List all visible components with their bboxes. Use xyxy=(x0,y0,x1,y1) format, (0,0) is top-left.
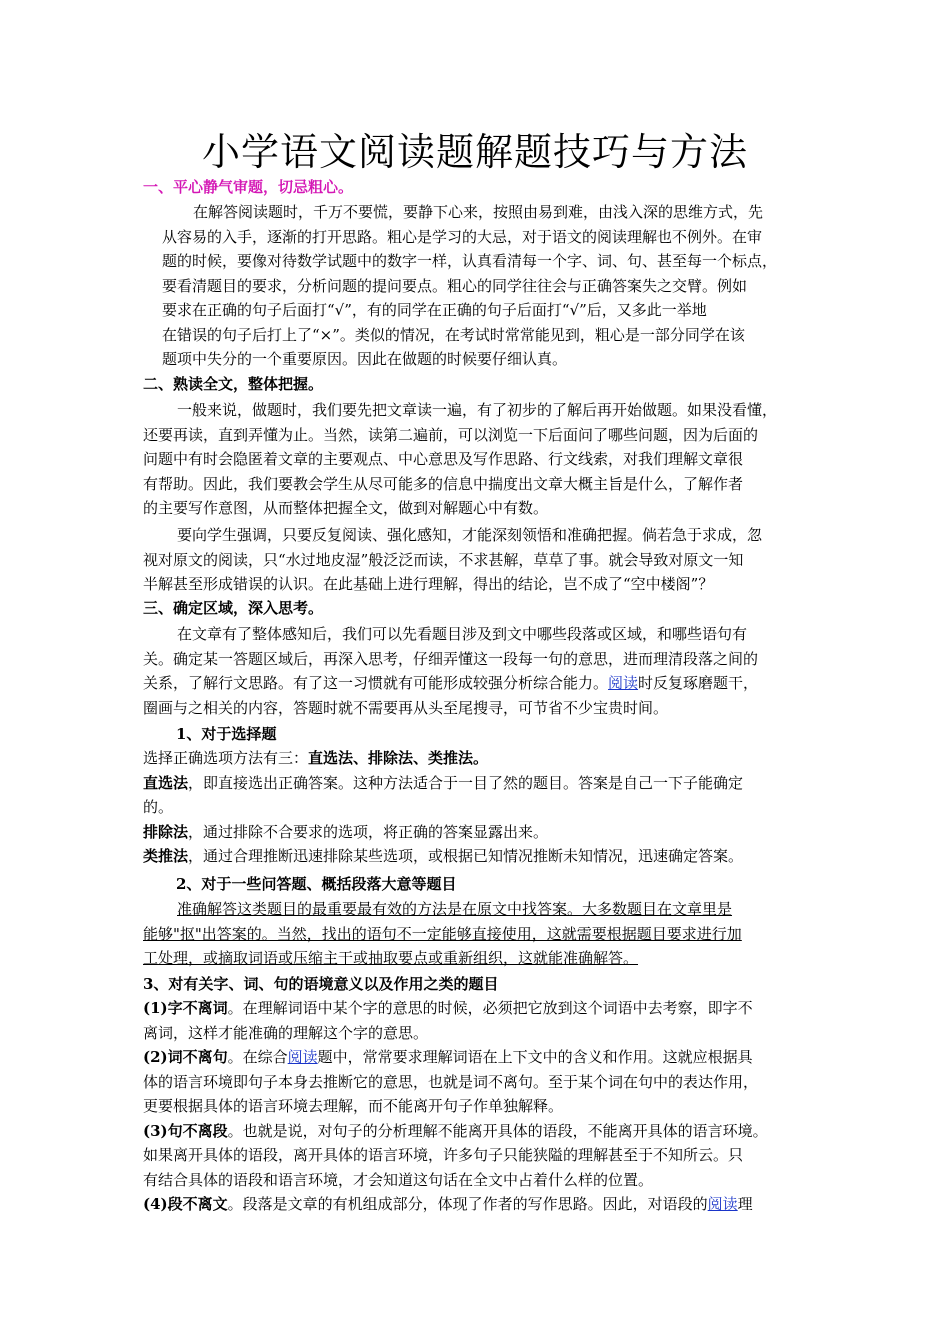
text-line: 还要再读，直到弄懂为止。当然，读第二遍前，可以浏览一下后面问了哪些问题，因为后面的 xyxy=(143,425,759,444)
text-line: 的。 xyxy=(143,798,174,816)
text-line xyxy=(143,996,768,1021)
text-line: 更要根据具体的语言环境去理解，而不能离开句子作单独解释。 xyxy=(143,1097,564,1115)
text-line: 在文章有了整体感知后，我们可以先看题目涉及到文中哪些段落或区域，和哪些语句有 xyxy=(177,625,748,643)
method-term: 排除法 xyxy=(143,822,189,841)
text-segment: 题中，常常要求理解词语在上下文中的含义和作用。这就应根据具 xyxy=(317,1048,753,1066)
text-segment: 理 xyxy=(737,1195,753,1213)
text-line: 有帮助。因此，我们要教会学生从尽可能多的信息中揣度出文章大概主旨是什么，了解作者 xyxy=(143,474,744,493)
text-segment: ，即直接选出正确答案。这种方法适合于一目了然的题目。答案是自己一下子能确定 xyxy=(188,773,744,792)
document-title: 小学语文阅读题解题技巧与方法 xyxy=(201,130,748,174)
text-line: 题项中失分的一个重要原因。因此在做题的时候要仔细认真。 xyxy=(162,350,568,368)
text-line: 关。确定某一答题区域后，再深入思考，仔细弄懂这一段每一句的意思，进而理清段落之间的 xyxy=(143,649,759,668)
method-names: 直选法、排除法、类推法。 xyxy=(308,749,489,767)
text-segment: 。段落是文章的有机组成部分，体现了作者的写作思路。因此，对语段的 xyxy=(227,1195,708,1213)
reading-link[interactable]: 阅读 xyxy=(608,674,639,692)
item-label: (2)词不离句 xyxy=(143,1048,228,1066)
text-line: 要向学生强调，只要反复阅读、强化感知，才能深刻领悟和准确把握。倘若急于求成，忽 xyxy=(177,526,763,544)
section-3-paragraph xyxy=(143,622,758,720)
text-line: 题的时候，要像对待数学试题中的数字一样，认真看清每一个字、词、句、甚至每一个标点， xyxy=(162,252,778,270)
item-label: (4)段不离文 xyxy=(143,1195,228,1213)
context-meaning-heading: 3、对有关字、词、句的语境意义以及作用之类的题目 xyxy=(143,975,499,993)
method-term: 类推法 xyxy=(143,847,189,865)
text-line xyxy=(143,746,743,771)
reading-link[interactable]: 阅读 xyxy=(287,1048,318,1066)
text-line: 有结合具体的语段和语言环境，才会知道这句话在全文中占着什么样的位置。 xyxy=(143,1170,654,1189)
text-segment: 关系，了解行文思路。有了这一习惯就有可能形成较强分析综合能力。 xyxy=(143,674,609,692)
text-line: 要求在正确的句子后面打“√”，有的同学在正确的句子后面打“√”后，又多此一举地 xyxy=(162,301,707,319)
text-segment: ，通过合理推断迅速排除某些选项，或根据已知情况推断未知情况，迅速确定答案。 xyxy=(188,847,744,865)
choice-methods-paragraph xyxy=(143,746,743,869)
context-meaning-paragraph xyxy=(143,996,768,1217)
text-line xyxy=(143,671,758,696)
section-2-paragraph-2 xyxy=(143,523,762,597)
text-line xyxy=(143,820,743,845)
text-line: 如果离开具体的语段，离开具体的语言环境，许多句子只能狭隘的理解甚至于不知所云。只 xyxy=(143,1146,744,1164)
text-line xyxy=(143,1192,768,1217)
text-line: 半解甚至形成错误的认识。在此基础上进行理解，得出的结论，岂不成了“空中楼阁”？ xyxy=(143,575,714,593)
text-segment: 。也就是说，对句子的分析理解不能离开具体的语段，不能离开具体的语言环境。 xyxy=(227,1121,768,1140)
text-segment: 选择正确选项方法有三： xyxy=(143,749,309,767)
text-line xyxy=(143,1119,768,1144)
section-1-paragraph xyxy=(162,200,777,372)
section-2-paragraph-1 xyxy=(143,398,777,521)
text-line: 离词，这样才能准确的理解这个字的意思。 xyxy=(143,1023,429,1042)
text-line: 一般来说，做题时，我们要先把文章读一遍，有了初步的了解后再开始做题。如果没看懂， xyxy=(177,401,778,419)
text-line: 体的语言环境即句子本身去推断它的意思，也就是词不离句。至于某个词在句中的表达作用， xyxy=(143,1072,759,1091)
text-line: 要看清题目的要求，分析问题的提问要点。粗心的同学往往会与正确答案失之交臂。例如 xyxy=(162,276,748,295)
text-line: 视对原文的阅读，只“水过地皮湿”般泛泛而读，不求甚解，草草了事。就会导致对原文一知 xyxy=(143,550,744,569)
text-line: 在错误的句子后打上了“×”。类似的情况，在考试时常常能见到，粗心是一部分同学在该 xyxy=(162,325,745,344)
reading-link[interactable]: 阅读 xyxy=(707,1195,738,1213)
short-answer-paragraph xyxy=(143,897,742,971)
text-line xyxy=(143,771,743,796)
text-line xyxy=(143,844,743,869)
choice-question-heading: 1、对于选择题 xyxy=(176,725,277,743)
item-label: (1)字不离词 xyxy=(143,999,228,1017)
text-line: 的主要写作意图，从而整体把握全文，做到对解题心中有数。 xyxy=(143,499,549,517)
text-line: 能够"抠"出答案的。当然，找出的语句不一定能够直接使用，这就需要根据题目要求进行加 xyxy=(143,924,742,943)
text-line: 工处理，或摘取词语或压缩主干或抽取要点或重新组织，这就能准确解答。 xyxy=(143,949,639,967)
method-term: 直选法 xyxy=(143,773,189,792)
text-segment: 。在综合 xyxy=(227,1048,288,1066)
text-line xyxy=(143,1045,768,1070)
text-segment: 。在理解词语中某个字的意思的时候，必须把它放到这个词语中去考察，即字不 xyxy=(227,999,753,1017)
section-2-heading: 二、熟读全文，整体把握。 xyxy=(143,375,324,393)
text-line: 准确解答这类题目的最重要最有效的方法是在原文中找答案。大多数题目在文章里是 xyxy=(177,900,733,918)
section-1-heading: 一、平心静气审题，切忌粗心。 xyxy=(143,178,354,196)
short-answer-heading: 2、对于一些问答题、概括段落大意等题目 xyxy=(176,875,457,893)
text-segment: ，通过排除不合要求的选项，将正确的答案显露出来。 xyxy=(188,822,549,841)
text-segment: 时反复琢磨题干， xyxy=(638,674,759,692)
text-line: 从容易的入手，逐渐的打开思路。粗心是学习的大忌，对于语文的阅读理解也不例外。在审 xyxy=(162,227,763,246)
text-line: 圈画与之相关的内容，答题时就不需要再从头至尾搜寻，可节省不少宝贵时间。 xyxy=(143,698,669,717)
section-3-heading: 三、确定区域，深入思考。 xyxy=(143,599,324,617)
text-line: 在解答阅读题时，千万不要慌，要静下心来，按照由易到难，由浅入深的思维方式，先 xyxy=(193,203,764,221)
item-label: (3)句不离段 xyxy=(143,1121,228,1140)
text-line: 问题中有时会隐匿着文章的主要观点、中心意思及写作思路、行文线索，对我们理解文章很 xyxy=(143,450,744,468)
